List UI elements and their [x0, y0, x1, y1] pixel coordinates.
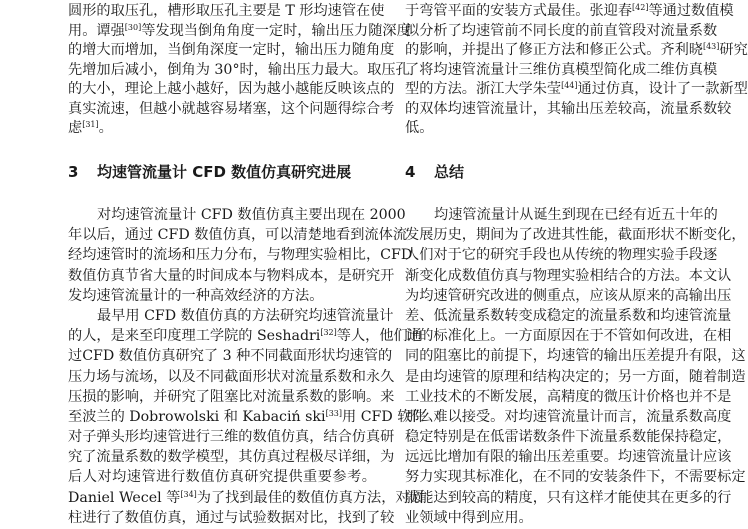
- section-number: 3: [68, 163, 79, 181]
- text-segment: 的增大而增加，当倒角深度一定时，输出压力随角度: [68, 42, 395, 58]
- text-line: [68, 306, 394, 326]
- text-segment: 研究: [719, 42, 748, 58]
- text-line: [405, 100, 732, 120]
- text-segment: 。: [98, 120, 113, 136]
- text-line: [405, 326, 732, 346]
- text-segment: 为均速管研究改进的侧重点，应该从原来的高输出压: [405, 287, 732, 304]
- text-segment: 最早用 CFD 数值仿真的方法研究均速管流量计: [97, 307, 394, 324]
- text-segment: 为了找到最佳的数值仿真方法，对圆: [196, 489, 424, 506]
- paragraph: [68, 2, 411, 139]
- text-line: [68, 225, 408, 245]
- text-line: [405, 205, 718, 225]
- text-segment: 经均速管时的流场和压力分布，与物理实验相比，CFD: [68, 247, 413, 264]
- text-line: [68, 467, 376, 487]
- text-segment: 是由均速管的原理和结构决定的；另一方面，随着制造: [405, 368, 746, 385]
- text-segment: 业领域中得到应用。: [405, 509, 533, 526]
- section-heading: [68, 161, 351, 182]
- text-line: [405, 488, 732, 508]
- text-line: [68, 80, 395, 100]
- text-segment: 等发现当倒角角度一定时，输出压力随深度: [141, 22, 411, 39]
- text-segment: 对均速管流量计 CFD 数值仿真主要出现在 2000: [97, 207, 406, 223]
- text-line: [405, 407, 732, 427]
- paragraph: [405, 2, 748, 139]
- text-line: [68, 447, 395, 467]
- text-segment: 了将均速管流量计三维仿真模型简化成二维仿真模: [405, 61, 718, 78]
- text-segment: 至波兰的 Dobrowolski 和 Kabaciń ski: [68, 408, 326, 425]
- text-line: [68, 100, 395, 120]
- text-line: [405, 387, 732, 407]
- text-line: [68, 508, 395, 528]
- text-line: [68, 488, 424, 508]
- citation-ref: [31]: [82, 120, 99, 129]
- text-segment: Daniel Wecel 等: [68, 489, 181, 506]
- text-segment: 年以后，通过 CFD 数值仿真，可以清楚地看到流体流: [68, 227, 408, 244]
- text-line: [68, 61, 410, 81]
- text-line: [68, 245, 413, 265]
- text-line: [405, 22, 718, 42]
- text-segment: 用。谭强: [68, 22, 125, 39]
- text-line: [405, 467, 746, 487]
- text-segment: 压力场与流场，以及不同截面形状对流量系数和永久: [68, 368, 395, 385]
- text-segment: 的大小，理论上越小越好，因为越小越能反映该点的: [68, 81, 395, 97]
- text-segment: 发均速管流量计的一种高效经济的方法。: [68, 287, 324, 304]
- text-segment: 等通过数值模: [648, 3, 734, 19]
- text-segment: 差、低流量系数转变成稳定的流量系数和均速管流量: [405, 307, 732, 324]
- text-segment: 柱进行了数值仿真，通过与试验数据对比，找到了较: [68, 509, 395, 526]
- text-segment: 等人，他们通: [336, 328, 422, 345]
- section-body: [405, 205, 746, 528]
- text-line: [405, 346, 746, 366]
- text-line: [68, 119, 376, 139]
- text-segment: 圆形的取压孔，槽形取压孔主要是 T 形均速管在使: [68, 3, 385, 19]
- text-segment: 虑: [68, 120, 83, 136]
- text-line: [405, 245, 718, 265]
- text-segment: 用 CFD 软件: [342, 408, 426, 425]
- text-segment: 于弯管平面的安装方式最佳。张迎春: [405, 3, 633, 19]
- text-line: [405, 447, 732, 467]
- text-line: [405, 286, 732, 306]
- text-segment: 数值仿真节省大量的时间成本与物料成本，是研究开: [68, 267, 395, 284]
- text-line: [68, 205, 406, 225]
- citation-ref: [44]: [561, 81, 578, 90]
- text-line: [68, 346, 393, 366]
- text-line: [68, 286, 376, 306]
- text-line: [405, 427, 732, 447]
- citation-ref: [32]: [320, 328, 337, 338]
- text-segment: 对子弹头形均速管进行三维的数值仿真，结合仿真研: [68, 429, 395, 446]
- text-segment: 人们对于它的研究手段也从传统的物理实验手段逐: [405, 247, 718, 264]
- text-line: [68, 266, 395, 286]
- text-line: [405, 306, 732, 326]
- text-line: [68, 326, 422, 346]
- text-segment: 努力实现其标准化，在不同的安装条件下，不需要标定: [405, 469, 746, 486]
- text-segment: 压损的影响，并研究了阻塞比对流量系数的影响。来: [68, 388, 395, 405]
- text-line: [405, 80, 748, 100]
- text-line: [405, 266, 732, 286]
- citation-ref: [43]: [702, 42, 720, 51]
- text-line: [405, 2, 734, 22]
- text-segment: 过CFD 数值仿真研究了 3 种不同截面形状均速管的: [68, 348, 393, 365]
- text-line: [68, 387, 395, 407]
- text-segment: 的影响，并提出了修正方法和修正公式。齐利晓: [405, 42, 703, 58]
- section-number: 4: [405, 163, 416, 181]
- citation-ref: [42]: [632, 3, 649, 12]
- text-line: [405, 367, 746, 387]
- text-segment: 拟分析了均速管前不同长度的前直管段对流量系数: [405, 22, 718, 39]
- text-line: [68, 427, 395, 447]
- text-segment: 型的方法。浙江大学朱莹: [405, 81, 562, 97]
- text-segment: 计的标准化上。一方面原因在于不管如何改进，在相: [405, 328, 732, 345]
- text-segment: 究了流量系数的数学模型，其仿真过程极尽详细，为: [68, 449, 395, 466]
- text-segment: 发展历史，期间为了改进其性能，截面形状不断变化，: [405, 227, 746, 244]
- text-line: [68, 41, 395, 61]
- citation-ref: [33]: [325, 408, 342, 418]
- section-title: 总结: [434, 163, 465, 181]
- text-segment: 稳定特别是在低雷诺数条件下流量系数能保持稳定，: [405, 429, 732, 446]
- text-segment: 工业技术的不断发展，高精度的微压计价格也并不是: [405, 388, 732, 405]
- citation-ref: [34]: [180, 489, 197, 499]
- text-segment: 远远比增加有限的输出压差重要。均速管流量计应该: [405, 449, 732, 466]
- section-heading: [405, 161, 464, 182]
- citation-ref: [30]: [124, 22, 142, 32]
- text-line: [405, 41, 748, 61]
- text-line: [68, 22, 411, 42]
- section-title: 均速管流量计 CFD 数值仿真研究进展: [97, 163, 352, 181]
- text-segment: 均速管流量计从诞生到现在已经有近五十年的: [434, 207, 718, 223]
- text-segment: 低。: [405, 120, 434, 136]
- text-line: [405, 119, 713, 139]
- text-segment: 同的阻塞比的前提下，均速管的输出压差提升有限，这: [405, 348, 746, 365]
- text-line: [68, 367, 395, 387]
- text-segment: 的双体均速管流量计，其输出压差较高，流量系数较: [405, 100, 732, 117]
- section-body: [68, 205, 426, 528]
- text-segment: 通过仿真，设计了一款新型: [577, 81, 748, 97]
- text-line: [68, 2, 385, 22]
- text-line: [68, 407, 426, 427]
- text-segment: 后人对均速管进行数值仿真研究提供重要参考。: [68, 469, 376, 486]
- text-segment: 真实流速，但越小就越容易堵塞，这个问题得综合考: [68, 100, 395, 117]
- text-line: [405, 225, 746, 245]
- text-segment: 那么难以接受。对均速管流量计而言，流量系数高度: [405, 408, 732, 425]
- text-segment: 渐变化成数值仿真与物理实验相结合的方法。本文认: [405, 267, 732, 284]
- text-line: [405, 508, 713, 528]
- text-segment: 就能达到较高的精度，只有这样才能使其在更多的行: [405, 489, 732, 506]
- text-segment: 的人，是来至印度理工学院的 Seshadri: [68, 328, 321, 345]
- text-line: [405, 61, 718, 81]
- text-segment: 先增加后减小，倒角为 30°时，输出压力最大。取压孔: [68, 61, 410, 78]
